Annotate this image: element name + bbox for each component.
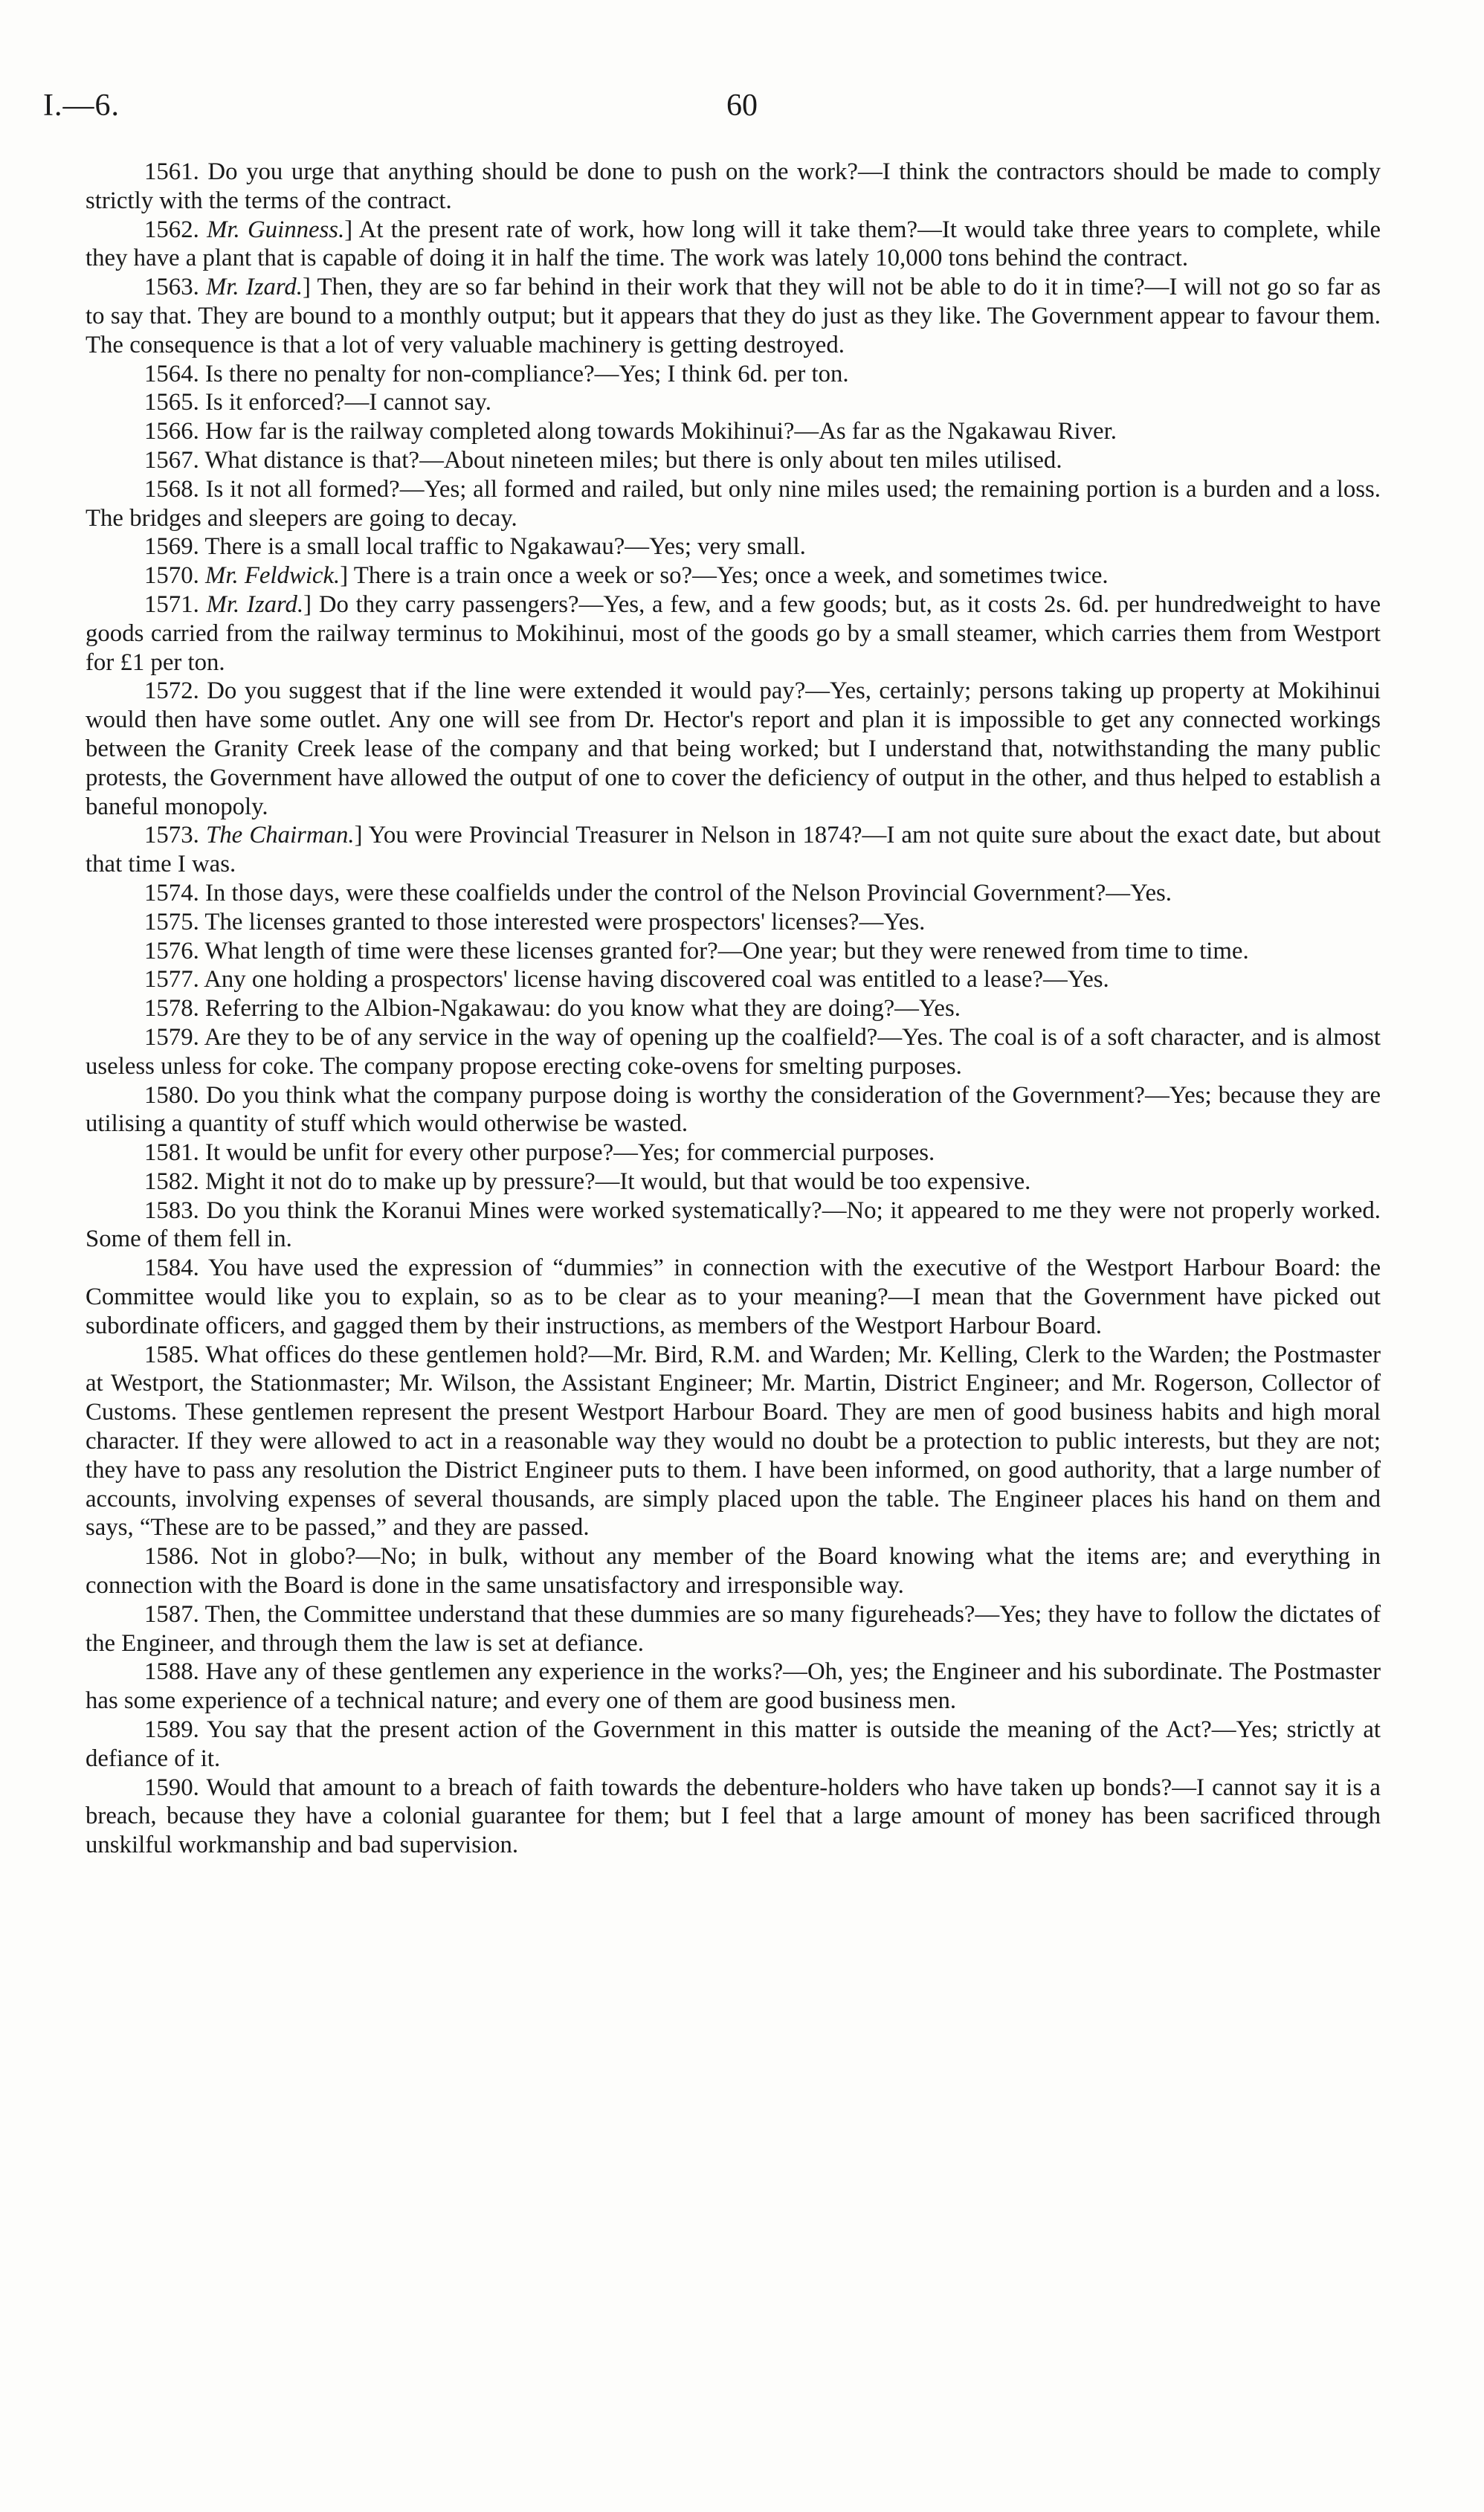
question-paragraph xyxy=(86,1139,1381,1168)
question-text: Is it enforced?—I cannot say. xyxy=(205,389,491,416)
question-number: 1571. xyxy=(144,590,199,618)
question-paragraph xyxy=(86,994,1381,1023)
question-paragraph: 1570. Mr. Feldwick.] There is a train once a week or so?—Yes; once a week, and sometimes twice. xyxy=(144,562,1109,590)
question-number: 1566. xyxy=(144,418,199,445)
page-header xyxy=(43,88,1441,132)
question-number: 1585. xyxy=(144,1341,199,1368)
question-number: 1579. xyxy=(144,1023,199,1051)
question-paragraph xyxy=(86,446,1381,475)
question-number: 1581. xyxy=(144,1139,199,1167)
question-number: 1565. xyxy=(144,389,199,416)
question-number: 1584. xyxy=(144,1255,199,1282)
question-text: Then, the Committee understand that these dummies are so many figureheads?—Yes; they have to follow the dictates of the Engineer, and through them the law is set at defiance. xyxy=(86,1600,1381,1657)
question-paragraph xyxy=(86,1081,1381,1139)
speaker-name: Mr. Feldwick. xyxy=(205,562,341,590)
page-body xyxy=(86,158,1381,1860)
question-text: There is a small local traffic to Ngakawau?—Yes; very small. xyxy=(204,533,806,561)
question-number: 1578. xyxy=(144,995,199,1022)
question-text: Do you suggest that if the line were extended it would pay?—Yes, certainly; persons taking up property at Mokihinui would then have some outlet. Any one will see from Dr. Hector's report and plan it is impossible to get any connected workings between the Granity Creek lease of the company and that being worked; but I understand that, notwithstanding the many public protests, the Government have allowed the output of one to cover the deficiency of output in the other, and thus helped to establish a baneful monopoly. xyxy=(86,677,1381,820)
question-paragraph xyxy=(86,1023,1381,1081)
speaker-name: Mr. Izard. xyxy=(205,274,303,301)
question-paragraph: 1563. Mr. Izard.] Then, they are so far behind in their work that they will not be able to do it in time?—I will not go so far as to say that. They are bound to a monthly output; but it appears that they do just as they like. The Government appear to favour them. The consequence is that a lot of very valuable machinery is getting destroyed. xyxy=(86,274,1381,358)
question-text: At the present rate of work, how long will it take them?—It would take three years to complete, while they have a plant that is capable of doing it in half the time. The work was lately 10,000 tons behind the contract. xyxy=(86,216,1381,272)
question-paragraph xyxy=(86,417,1381,446)
question-text: Referring to the Albion-Ngakawau: do you know what they are doing?—Yes. xyxy=(205,995,961,1022)
question-text: How far is the railway completed along towards Mokihinui?—As far as the Ngakawau River. xyxy=(205,418,1117,445)
question-number: 1572. xyxy=(144,677,199,705)
question-text: Do you think what the company purpose doing is worthy the consideration of the Government?—Yes; because they are utilising a quantity of stuff which would otherwise be wasted. xyxy=(86,1081,1381,1138)
question-text: Are they to be of any service in the way of opening up the coalfield?—Yes. The coal is of a soft character, and is almost useless unless for coke. The company propose erecting coke-ovens for smelting purposes. xyxy=(86,1023,1381,1080)
question-number: 1588. xyxy=(144,1658,199,1686)
page-number: 60 xyxy=(726,88,758,123)
question-text: Is it not all formed?—Yes; all formed and railed, but only nine miles used; the remaining portion is a burden and a loss. The bridges and sleepers are going to decay. xyxy=(86,475,1381,532)
question-number: 1568. xyxy=(144,475,199,503)
question-number: 1564. xyxy=(144,360,199,387)
question-text: Do you urge that anything should be done to push on the work?—I think the contractors should be made to comply strictly with the terms of the contract. xyxy=(86,158,1381,214)
question-number: 1576. xyxy=(144,937,199,964)
question-text: You were Provincial Treasurer in Nelson in 1874?—I am not quite sure about the exact date, but about that time I was. xyxy=(86,822,1381,878)
question-text: Do you think the Koranui Mines were worked systematically?—No; it appeared to me they were not properly worked. Some of them fell in. xyxy=(86,1197,1381,1253)
question-number: 1569. xyxy=(144,533,199,561)
question-paragraph xyxy=(86,158,1381,216)
question-text: What offices do these gentlemen hold?—Mr. Bird, R.M. and Warden; Mr. Kelling, Clerk to the Warden; the Postmaster at Westport, the Stationmaster; Mr. Wilson, the Assistant Engineer; Mr. Martin, District Engineer; and Mr. Rogerson, Collector of Customs. These gentlemen represent the present Westport Harbour Board. They are men of good business habits and high moral character. If they were allowed to act in a reasonable way they would no doubt be a protection to public interests, but they are not; they have to pass any resolution the District Engineer puts to them. I have been informed, on good authority, that a large number of accounts, involving expenses of several thousands, are simply placed upon the table. The Engineer places his hand on them and says, “These are to be passed,” and they are passed. xyxy=(86,1341,1381,1542)
question-number: 1575. xyxy=(144,908,199,935)
question-text: Any one holding a prospectors' license having discovered coal was entitled to a lease?—Yes. xyxy=(204,966,1109,993)
document-reference: I.—6. xyxy=(43,88,120,123)
speaker-name: Mr. Izard. xyxy=(206,590,304,618)
question-number: 1563. xyxy=(144,274,199,301)
question-paragraph: 1571. Mr. Izard.] Do they carry passengers?—Yes, a few, and a few goods; but, as it costs 2s. 6d. per hundredweight to have goods carried from the railway terminus to Mokihinui, most of the goods go by a small steamer, which carries them from Westport for £1 per ton. xyxy=(86,590,1381,676)
question-paragraph xyxy=(86,1716,1381,1774)
question-text: There is a train once a week or so?—Yes; once a week, and sometimes twice. xyxy=(353,562,1109,590)
question-paragraph xyxy=(86,937,1381,966)
question-paragraph xyxy=(86,475,1381,533)
question-paragraph xyxy=(86,965,1381,994)
question-number: 1583. xyxy=(144,1197,199,1224)
question-paragraph xyxy=(86,1600,1381,1658)
question-text: What length of time were these licenses granted for?—One year; but they were renewed from time to time. xyxy=(204,937,1249,964)
question-paragraph xyxy=(86,360,1381,389)
question-number: 1582. xyxy=(144,1168,199,1195)
question-paragraph xyxy=(86,879,1381,908)
speaker-name: Mr. Guinness. xyxy=(207,216,345,243)
question-paragraph xyxy=(86,908,1381,937)
question-paragraph xyxy=(86,1774,1381,1860)
question-paragraph xyxy=(86,677,1381,821)
question-number: 1590. xyxy=(144,1774,199,1801)
question-paragraph xyxy=(86,1341,1381,1543)
question-text: The licenses granted to those interested were prospectors' licenses?—Yes. xyxy=(204,908,926,935)
question-text: You say that the present action of the Government in this matter is outside the meaning of the Act?—Yes; strictly at defiance of it. xyxy=(86,1716,1381,1772)
question-number: 1580. xyxy=(144,1081,199,1109)
question-paragraph xyxy=(86,1658,1381,1716)
question-number: 1577. xyxy=(144,966,199,993)
question-text: Then, they are so far behind in their work that they will not be able to do it in time?—I will not go so far as to say that. They are bound to a monthly output; but it appears that they do just as they like. The Government appear to favour them. The consequence is that a lot of very valuable machinery is getting destroyed. xyxy=(86,274,1381,358)
question-number: 1586. xyxy=(144,1543,199,1571)
question-paragraph xyxy=(86,1254,1381,1340)
question-text: Do they carry passengers?—Yes, a few, and a few goods; but, as it costs 2s. 6d. per hundredweight to have goods carried from the railway terminus to Mokihinui, most of the goods go by a small steamer, which carries them from Westport for £1 per ton. xyxy=(86,590,1381,676)
question-number: 1589. xyxy=(144,1716,199,1744)
question-number: 1587. xyxy=(144,1600,199,1628)
speaker-name: The Chairman. xyxy=(205,822,355,849)
question-text: You have used the expression of “dummies” in connection with the executive of the Westport Harbour Board: the Committee would like you to explain, so as to be clear as to your meaning?—I mean that the Government have picked out subordinate officers, and gagged them by their instructions, as members of the Westport Harbour Board. xyxy=(86,1255,1381,1339)
question-text: It would be unfit for every other purpose?—Yes; for commercial purposes. xyxy=(205,1139,935,1167)
question-paragraph xyxy=(86,1168,1381,1197)
question-paragraph xyxy=(86,532,1381,561)
question-paragraph: 1562. Mr. Guinness.] At the present rate of work, how long will it take them?—It would take three years to complete, while they have a plant that is capable of doing it in half the time. The work was lately 10,000 tons behind the contract. xyxy=(86,216,1381,272)
question-text: In those days, were these coalfields under the control of the Nelson Provincial Government?—Yes. xyxy=(205,879,1172,906)
question-text: Not in globo?—No; in bulk, without any member of the Board knowing what the items are; and everything in connection with the Board is done in the same unsatisfactory and irresponsible way. xyxy=(86,1543,1381,1600)
question-paragraph xyxy=(86,1197,1381,1255)
question-number: 1562. xyxy=(144,216,199,243)
question-text: Would that amount to a breach of faith towards the debenture-holders who have taken up bonds?—I cannot say it is a breach, because they have a colonial guarantee for them; but I feel that a large amount of money has been sacrificed through unskilful workmanship and bad supervision. xyxy=(86,1774,1381,1859)
question-number: 1574. xyxy=(144,879,199,906)
question-number: 1567. xyxy=(144,446,199,474)
question-paragraph xyxy=(86,388,1381,417)
question-text: What distance is that?—About nineteen miles; but there is only about ten miles utilised. xyxy=(204,446,1062,474)
question-number: 1573. xyxy=(144,822,199,849)
question-paragraph: 1573. The Chairman.] You were Provincial Treasurer in Nelson in 1874?—I am not quite sure about the exact date, but about that time I was. xyxy=(86,822,1381,878)
question-text: Have any of these gentlemen any experience in the works?—Oh, yes; the Engineer and his subordinate. The Postmaster has some experience of a technical nature; and every one of them are good business men. xyxy=(86,1658,1381,1715)
question-text: Is there no penalty for non-compliance?—Yes; I think 6d. per ton. xyxy=(205,360,849,387)
question-text: Might it not do to make up by pressure?—It would, but that would be too expensive. xyxy=(205,1168,1031,1195)
question-paragraph xyxy=(86,1542,1381,1600)
question-number: 1570. xyxy=(144,562,199,590)
question-number: 1561. xyxy=(144,158,199,185)
